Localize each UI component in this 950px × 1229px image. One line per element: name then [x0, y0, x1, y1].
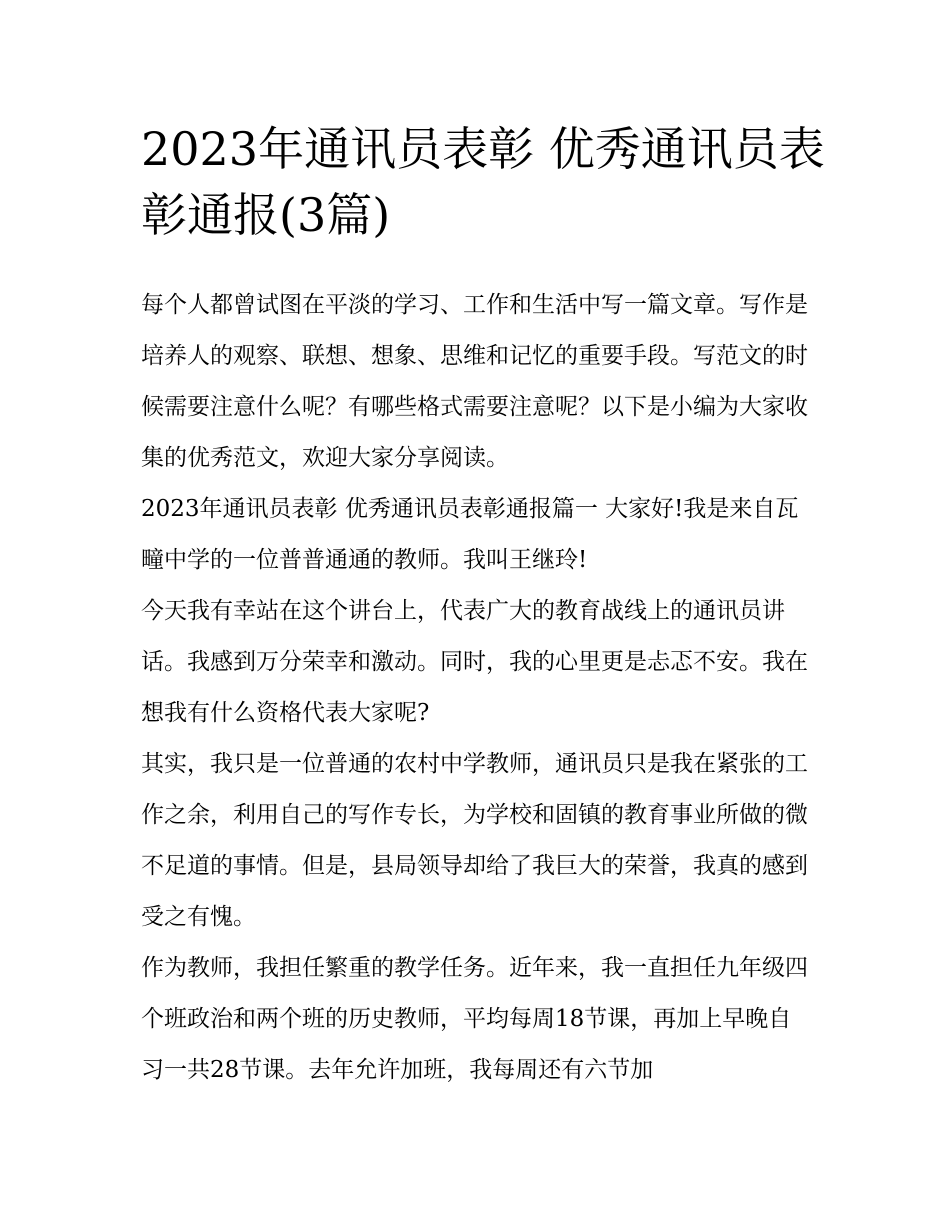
document-title: 2023年通讯员表彰 优秀通讯员表彰通报(3篇) [141, 122, 825, 242]
paragraph-intro: 每个人都曾试图在平淡的学习、工作和生活中写一篇文章。写作是培养人的观察、联想、想象、思维和记忆的重要手段。写范文的时候需要注意什么呢？有哪些格式需要注意呢？以下是小编为大家收集的优秀范文，欢迎大家分享阅读。 [141, 292, 808, 471]
document-body [141, 280, 813, 1096]
paragraph-honor: 今天我有幸站在这个讲台上，代表广大的教育战线上的通讯员讲话。我感到万分荣幸和激动。同时，我的心里更是忐忑不安。我在想我有什么资格代表大家呢? [141, 598, 808, 726]
paragraph-role: 其实，我只是一位普通的农村中学教师，通讯员只是我在紧张的工作之余，利用自己的写作专长，为学校和固镇的教育事业所做的微不足道的事情。但是，县局领导却给了我巨大的荣誉，我真的感到受之有愧。 [141, 751, 808, 930]
paragraph-teaching: 作为教师，我担任繁重的教学任务。近年来，我一直担任九年级四个班政治和两个班的历史教师，平均每周18节课，再加上早晚自习一共28节课。去年允许加班，我每周还有六节加 [141, 955, 808, 1083]
paragraph-greeting: 2023年通讯员表彰 优秀通讯员表彰通报篇一 大家好!我是来自瓦疃中学的一位普普通通的教师。我叫王继玲! [141, 496, 799, 573]
